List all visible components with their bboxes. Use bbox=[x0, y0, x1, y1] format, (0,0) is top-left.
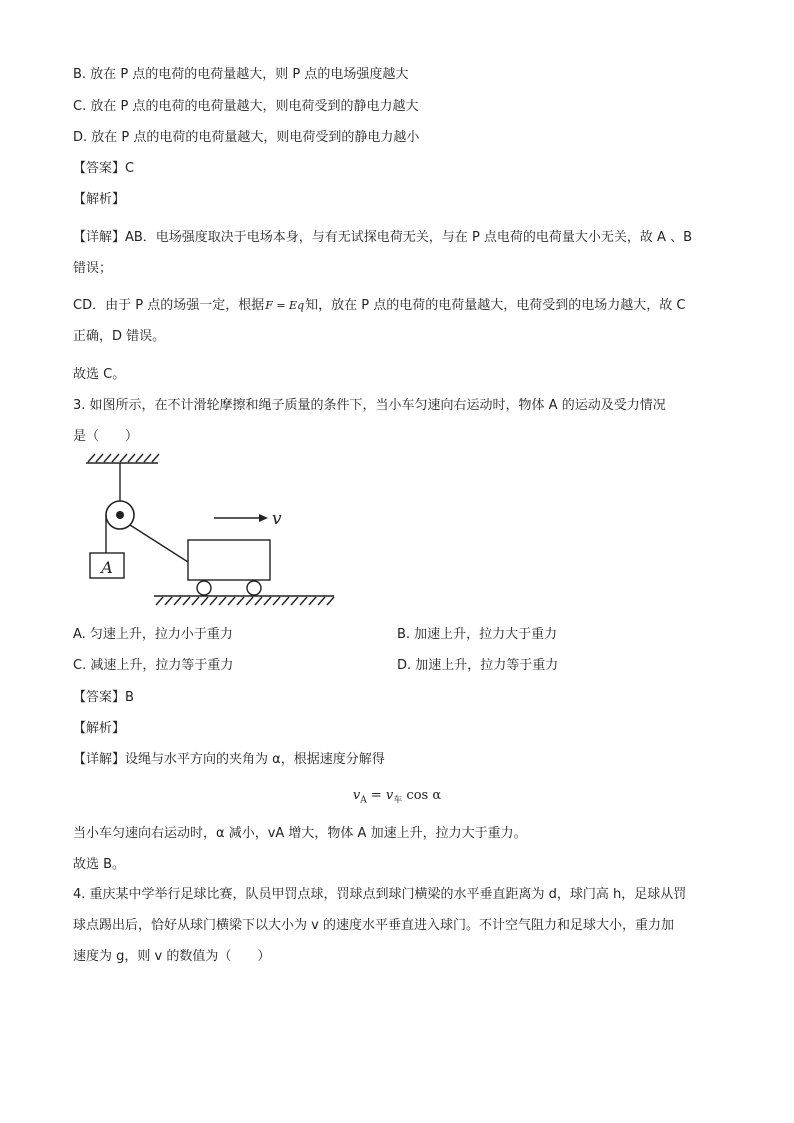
q2-detail-line-3a: CD．由于 P 点的场强一定，根据 bbox=[73, 298, 265, 313]
q3-detail-line-1: 【详解】设绳与水平方向的夹角为 α，根据速度分解得 bbox=[73, 752, 385, 767]
ceiling-hatch bbox=[86, 454, 159, 463]
q2-detail-line-2: 错误； bbox=[73, 261, 113, 276]
cart-body bbox=[188, 540, 270, 580]
q2-option-b: B. 放在 P 点的电荷的电荷量越大，则 P 点的电场强度越大 bbox=[73, 67, 409, 82]
block-a-label: A bbox=[101, 558, 113, 577]
q3-analysis-label: 【解析】 bbox=[73, 721, 126, 736]
q3-conclusion: 故选 B。 bbox=[73, 857, 126, 872]
q2-answer: 【答案】C bbox=[73, 161, 135, 176]
q2-option-d: D. 放在 P 点的电荷的电荷量越大，则电荷受到的静电力越小 bbox=[73, 130, 420, 145]
q4-stem-line-1: 4. 重庆某中学举行足球比赛，队员甲罚点球，罚球点到球门横梁的水平垂直距离为 d，球门高 h，足球从罚 bbox=[73, 887, 687, 902]
cart-wheel-right bbox=[247, 581, 261, 595]
q2-analysis-label: 【解析】 bbox=[73, 192, 126, 207]
q4-stem-line-3: 速度为 g，则 v 的数值为（ ） bbox=[73, 949, 271, 964]
pulley-cart-diagram bbox=[78, 452, 348, 612]
q3-detail-line-2: 当小车匀速向右运动时，α 减小，vA 增大，物体 A 加速上升，拉力大于重力。 bbox=[73, 826, 527, 841]
q2-conclusion: 故选 C。 bbox=[73, 367, 126, 382]
velocity-decomposition-equation: $v_A = v_车$ cos α bbox=[352, 788, 442, 806]
q3-stem-line-1: 3. 如图所示，在不计滑轮摩擦和绳子质量的条件下，当小车匀速向右运动时，物体 A 的运动及受力情况 bbox=[73, 398, 666, 413]
velocity-label: v bbox=[272, 509, 282, 529]
inline-formula-f-eq: F = Eq bbox=[265, 299, 305, 312]
q3-answer: 【答案】B bbox=[73, 690, 134, 705]
q3-stem-line-2: 是（ ） bbox=[73, 429, 139, 444]
q2-option-c: C. 放在 P 点的电荷的电荷量越大，则电荷受到的静电力越大 bbox=[73, 99, 419, 114]
q3-option-a: A. 匀速上升，拉力小于重力 bbox=[73, 627, 233, 642]
q2-detail-line-1: 【详解】AB．电场强度取决于电场本身，与有无试探电荷无关，与在 P 点电荷的电荷量大小无关，故 A 、B bbox=[73, 230, 692, 245]
rope-to-cart bbox=[130, 525, 188, 562]
ground-hatch bbox=[154, 596, 334, 605]
q3-option-c: C. 减速上升，拉力等于重力 bbox=[73, 658, 234, 673]
q2-detail-line-3 bbox=[73, 297, 685, 315]
q2-detail-line-4: 正确，D 错误。 bbox=[73, 329, 166, 344]
q4-stem-line-2: 球点踢出后，恰好从球门横梁下以大小为 v 的速度水平垂直进入球门。不计空气阻力和足球大小，重力加 bbox=[73, 918, 674, 933]
q3-option-b: B. 加速上升，拉力大于重力 bbox=[397, 627, 558, 642]
q3-option-d: D. 加速上升，拉力等于重力 bbox=[397, 658, 559, 673]
cart-wheel-left bbox=[197, 581, 211, 595]
q2-detail-line-3b: 知，放在 P 点的电荷的电荷量越大，电荷受到的电场力越大，故 C bbox=[305, 298, 686, 313]
